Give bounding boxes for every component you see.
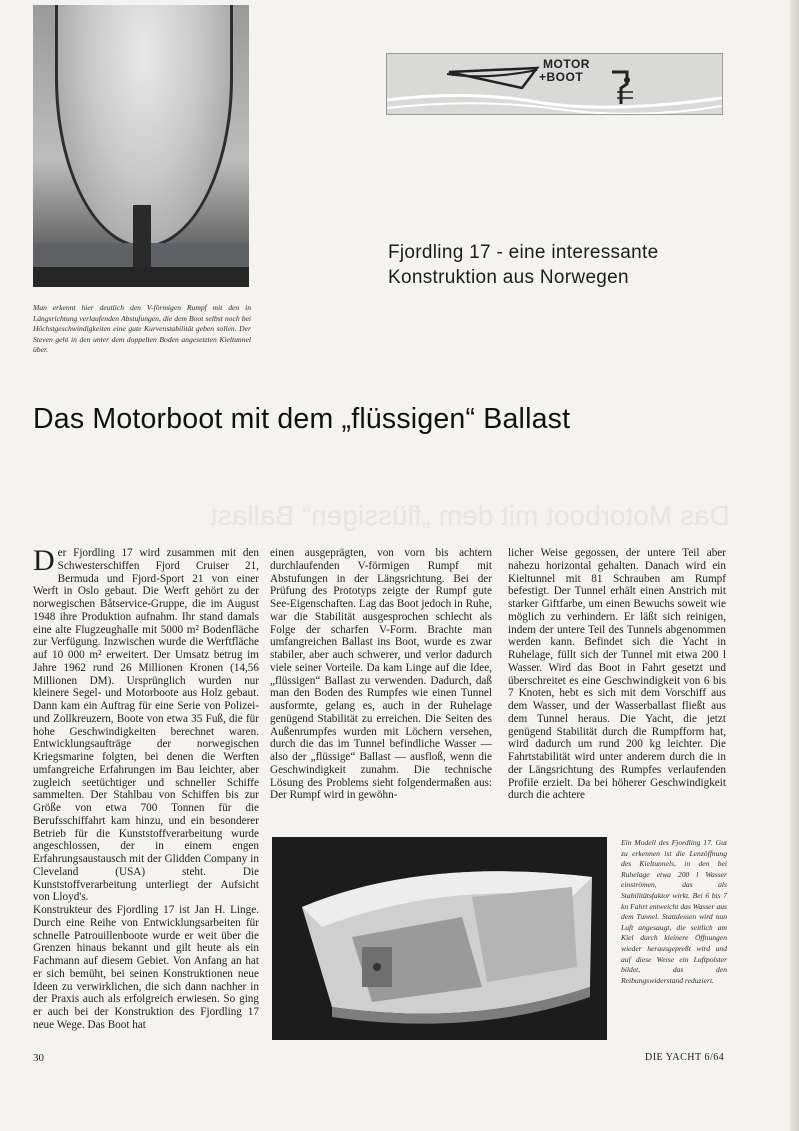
column-1-paragraph-2: Konstrukteur des Fjordling 17 ist Jan H. Linge. Durch eine Reihe von Entwicklungsarbeiten für schnelle Patrouillenboote wurde er weit über die Grenzen hinaus bekannt und gilt heute als ein Fachmann auf diesem Gebiet. Von Anfang an hat er sich bemüht, bei seinen Konstruktionen neue Ideen zu verwirklichen, die sich dann nachher in der Praxis auch als erfolgreich erwiesen. So ging er auch bei der Konstruktion des Fjordling 17 neue Wege. Das Boot hat	[33, 904, 259, 1031]
subtitle-line-1: Fjordling 17 - eine interessante	[388, 242, 659, 263]
body-column-3: licher Weise gegossen, der untere Teil aber nahezu horizontal gehalten. Danach wird ein Kieltunnel mit 81 Schrauben am Rumpf befestigt. Der Tunnel erhält einen Anstrich mit starker Giftfarbe, um einen Bewuchs soweit wie möglich zu verhindern. Er läßt sich reinigen, indem der untere Teil des Tunnels abgenommen werden kann. Befindet sich die Yacht in Ruhelage, füllt sich der Tunnel mit etwa 200 l Wasser. Wird das Boot in Fahrt gesetzt und überschreitet es eine Geschwindigkeit von 6 bis 7 Knoten, hebt es sich mit dem Vorschiff aus dem Wasser, und der Wasserballast fließt aus dem Tunnel heraus. Die Yacht, die jetzt genügend Stabilität durch die Rumpfform hat, wird dadurch um rund 200 kg leichter. Die Fahrtstabilität wird unter anderem durch die in der Längsrichtung des Rumpfes verlaufenden Profile erzielt. Da bei höherer Geschwindigkeit durch die achtere	[508, 547, 726, 802]
boat-model-illustration	[272, 837, 607, 1040]
model-photo	[272, 837, 607, 1040]
logo-text-motor: MOTOR	[543, 57, 590, 71]
article-subtitle	[388, 240, 728, 290]
body-column-2: einen ausgeprägten, von vorn bis achtern durchlaufenden V-förmigen Rumpf mit Abstufungen in der Längsrichtung. Bei der Prüfung des Prototyps zeigte der Rumpf gute See-Eigenschaften. Lag das Boot jedoch in Ruhe, war die Stabilität ausgesprochen schlecht als Folge der scharfen V-Form. Brachte man umfangreichen Ballast ins Boot, wurde es zwar stabiler, aber auch schwerer, und verlor dadurch viele seiner Vorteile. Da kam Linge auf die Idee, „flüssigen“ Ballast zu verwenden. Dadurch, daß man den Boden des Rumpfes wie einen Tunnel ausformte, gelang es, auch in der Ruhelage genügend Stabilität zu erreichen. Die Seiten des Außenrumpfes wurden mit Löchern versehen, durch die das im Tunnel befindliche Wasser — also der „flüssige“ Ballast — ausfloß, wenn die Geschwindigkeit zunahm. Die technische Lösung des Problems sieht folgendermaßen aus: Der Rumpf wird in gewöhn-	[270, 547, 492, 802]
body-column-1	[33, 544, 259, 1032]
column-1-paragraph-1: er Fjordling 17 wird zusammen mit den Schwesterschiffen Fjord Cruiser 21, Bermuda und Fjord-Sport 21 von einer Werft in Oslo gebaut. Die Werft gehört zu der norwegischen Båtservice-Gruppe, die im August 1948 ihre Produktion aufnahm. Ihr stand damals eine alte Flugzeughalle mit 5000 m² Bodenfläche zur Verfügung. Inzwischen wurde die Werftfläche auf 10 000 m² erweitert. Der Umsatz betrug im Jahre 1962 rund 26 Millionen Kronen (14,56 Millionen DM). Ursprünglich wurden nur kleinere Segel- und Motorboote aus Holz gebaut. Dann kam ein Auftrag für eine Serie von Polizei- und Zollkreuzern, Boote von etwa 35 Fuß, die für hohe Geschwindigkeiten berechnet waren. Entwicklungsaufträge der norwegischen Kriegsmarine folgten, bei denen die Werften umfangreiche Erfahrungen im Bau leichter, aber zugleich seetüchtiger und schneller Schiffe sammelten. Der Stahlbau von Schiffen bis zur Größe von etwa 700 Tonnen für die Berufsschiffahrt kam hinzu, und ein besonderer Betrieb für die Kunststoffverarbeitung wurde angeschlossen, der in einem engen Erfahrungsaustausch mit der Glidden Company in Cleveland (USA) steht. Die Kunststoffverarbeitung unterliegt der Aufsicht von Lloyd's.	[33, 547, 259, 904]
hull-photo	[33, 5, 249, 287]
motor-boot-logo	[386, 53, 723, 115]
ground-foreground	[33, 267, 249, 287]
subtitle-line-2: Konstruktion aus Norwegen	[388, 267, 629, 288]
logo-text-boot: +BOOT	[539, 70, 584, 84]
drop-cap: D	[33, 544, 55, 577]
scan-edge	[790, 0, 799, 1131]
show-through-ghost: Das Motorboot mit dem „flüssigen“ Ballast	[210, 500, 730, 531]
model-photo-caption: Ein Modell des Fjordling 17. Gut zu erkennen ist die Lenzöffnung des Kieltunnels, in den bei Ruhelage etwa 200 l Wasser einströmen, das als Stabilitätsfaktor wirkt. Bei 6 bis 7 kn Fahrt entweicht das Wasser aus dem Tunnel. Stattdessen wird nun Luft angesaugt, die seitlich am Kiel durch kleinere Öffnungen wieder herausgepreßt wird und auf diese Weise ein Luftpolster bildet, das den Reibungswiderstand reduziert.	[621, 838, 727, 985]
page-number: 30	[33, 1052, 44, 1064]
article-headline: Das Motorboot mit dem „flüssigen“ Ballast	[33, 403, 571, 435]
hull-photo-caption: Man erkennt hier deutlich den V-förmigen Rumpf mit den in Längsrichtung verlaufenden Abstufungen, die dem Boot selbst noch bei Höchstgeschwindigkeiten eine gute Kurvenstabilität geben sollen. Der Steven geht in den unter dem doppelten Boden angesetzten Kieltunnel über.	[33, 303, 251, 355]
magazine-issue: DIE YACHT 6/64	[645, 1052, 725, 1063]
